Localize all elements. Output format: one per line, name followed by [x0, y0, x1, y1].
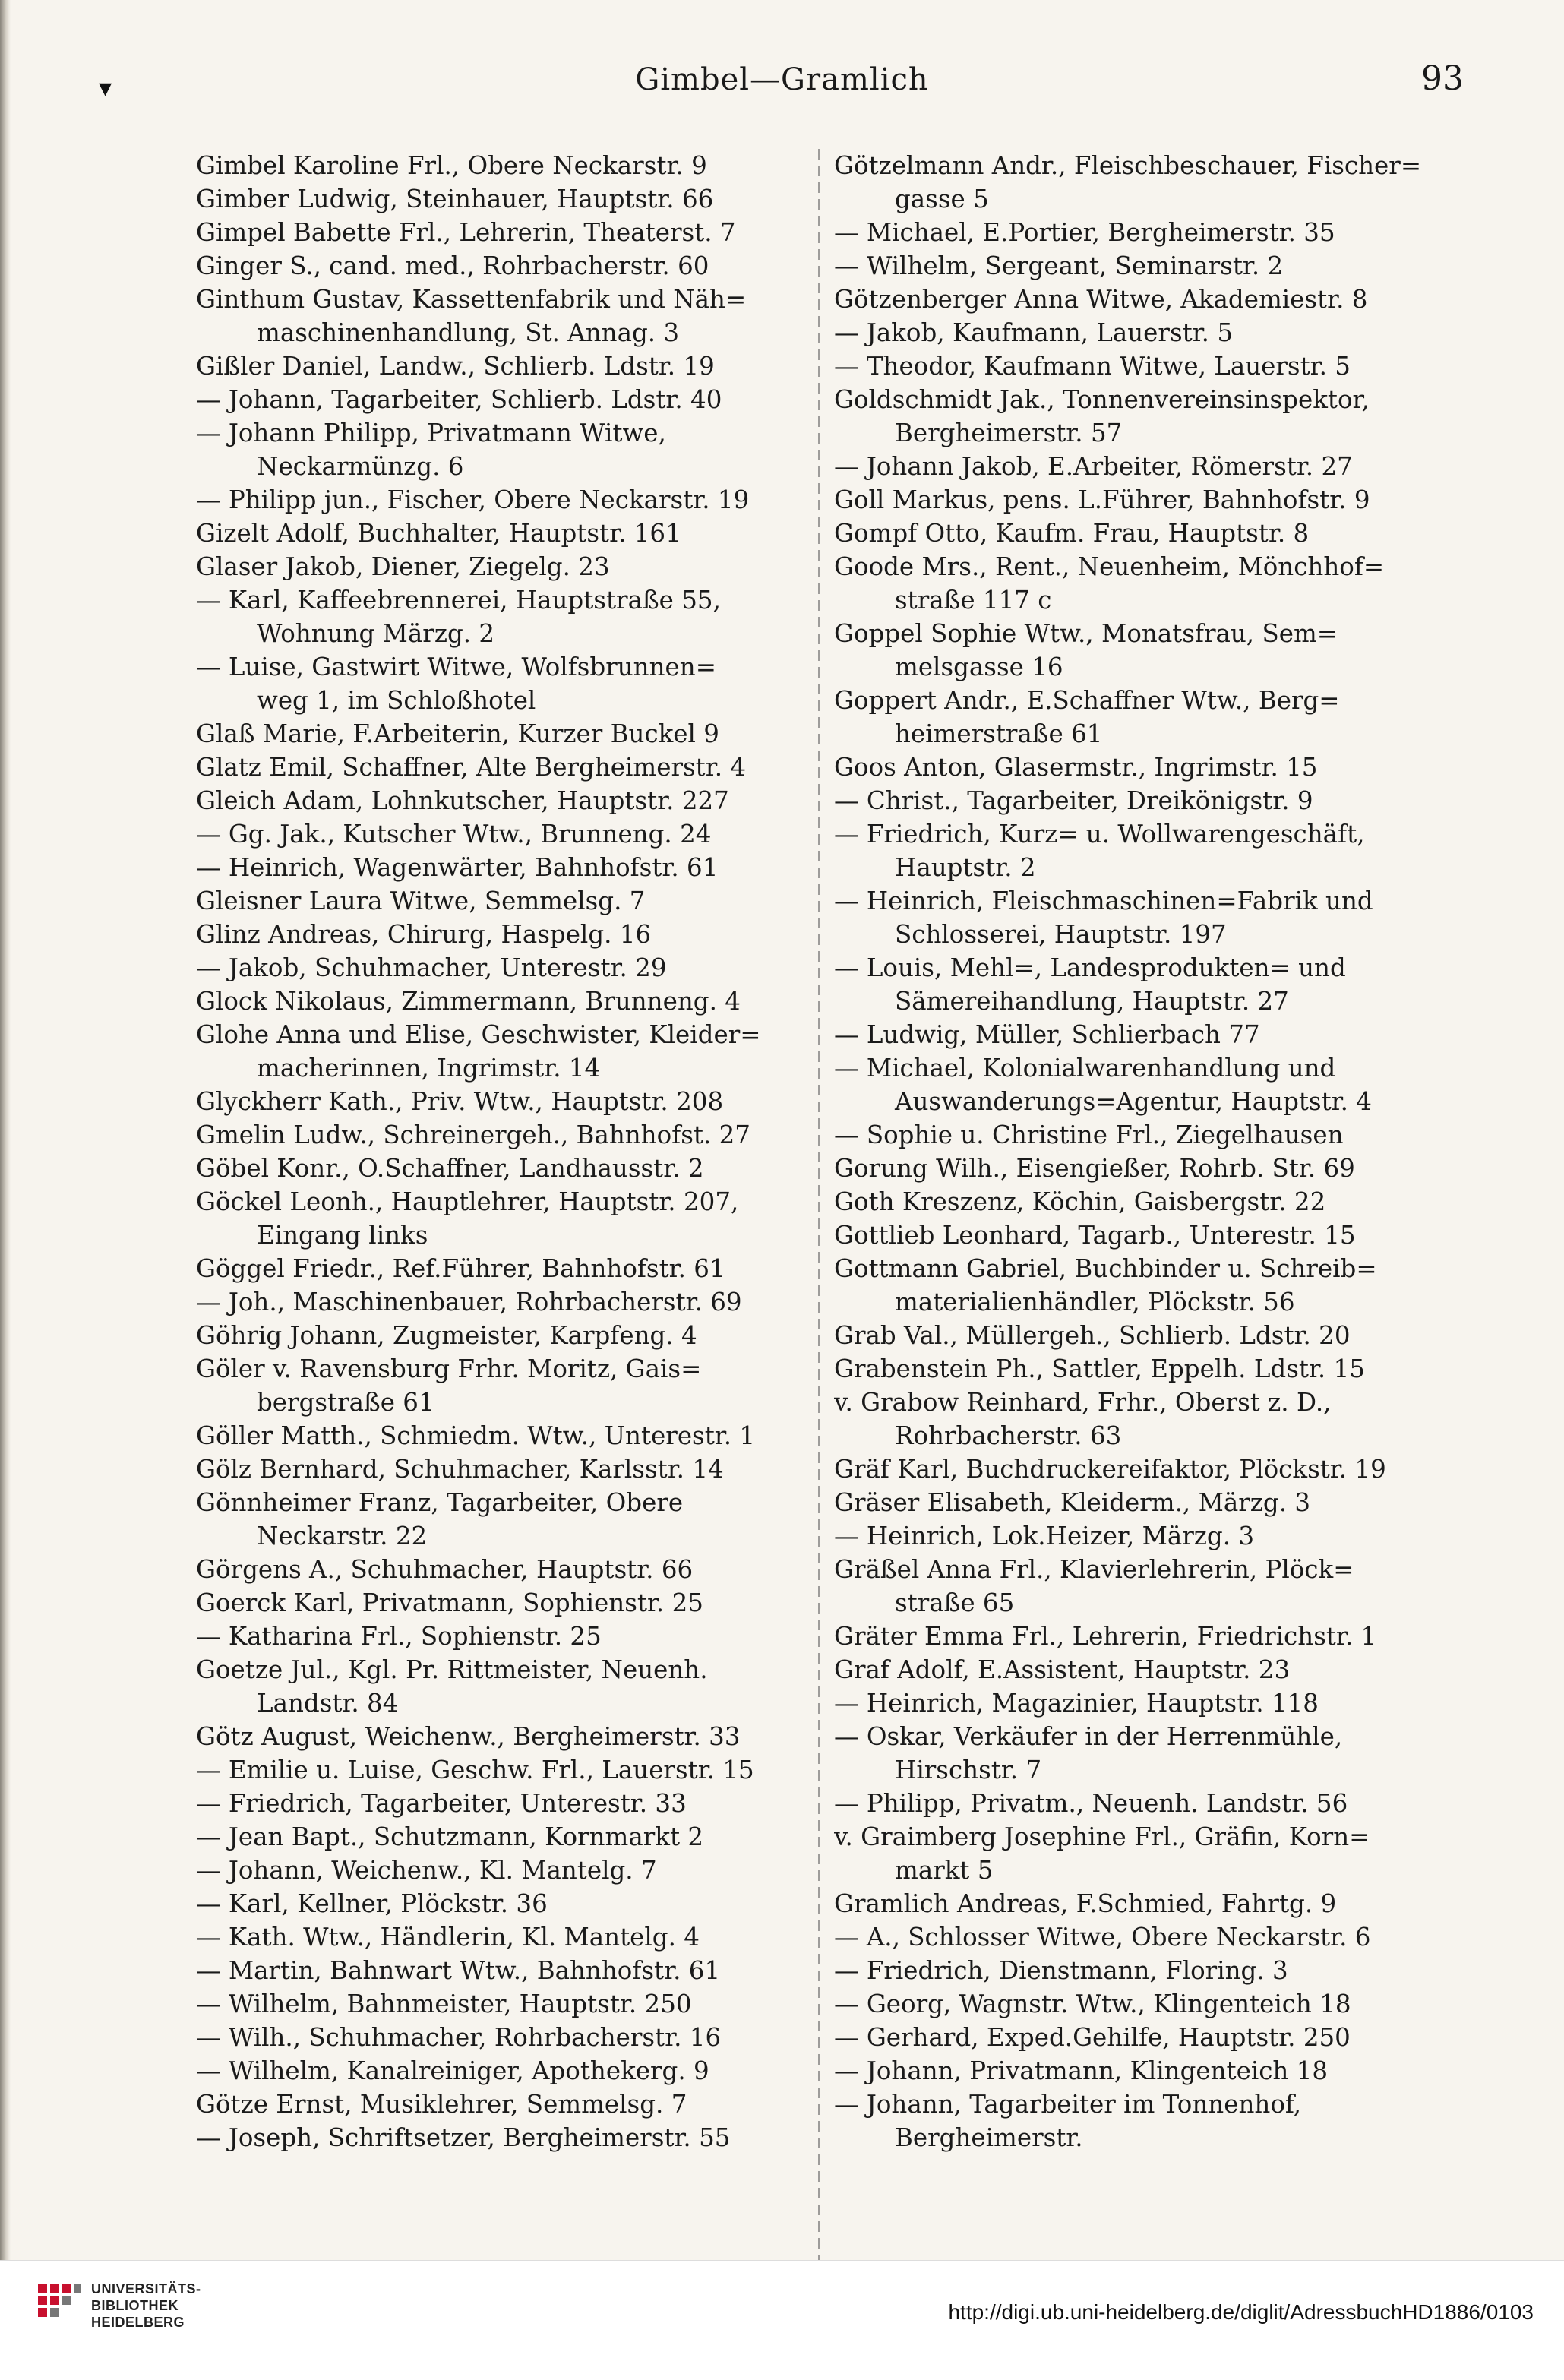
directory-entry: — Gerhard, Exped.Gehilfe, Hauptstr. 250 [834, 2023, 1351, 2052]
directory-entry: Goode Mrs., Rent., Neuenheim, Mönchhof= [834, 552, 1385, 581]
directory-entry: Göler v. Ravensburg Frhr. Moritz, Gais= [196, 1354, 702, 1383]
directory-entry: Göckel Leonh., Hauptlehrer, Hauptstr. 207, [196, 1187, 739, 1216]
directory-entry-continuation: heimerstraße 61 [895, 719, 1103, 748]
column-divider [818, 149, 820, 2322]
directory-entry: Götze Ernst, Musiklehrer, Semmelsg. 7 [196, 2090, 687, 2119]
directory-entry-continuation: Sämereihandlung, Hauptstr. 27 [895, 987, 1289, 1016]
library-name-line: UNIVERSITÄTS- [91, 2281, 201, 2296]
directory-entry: Gramlich Andreas, F.Schmied, Fahrtg. 9 [834, 1889, 1337, 1918]
directory-entry-continuation: gasse 5 [895, 185, 989, 213]
university-library-logo-icon [35, 2279, 84, 2328]
directory-entry: — Johann, Weichenw., Kl. Mantelg. 7 [196, 1856, 657, 1885]
directory-entry: — Joseph, Schriftsetzer, Bergheimerstr. 55 [196, 2123, 731, 2152]
directory-entry: Gräser Elisabeth, Kleiderm., Märzg. 3 [834, 1488, 1311, 1517]
directory-entry: Goppert Andr., E.Schaffner Wtw., Berg= [834, 686, 1340, 715]
directory-entry-continuation: melsgasse 16 [895, 653, 1063, 681]
directory-entry: Glock Nikolaus, Zimmermann, Brunneng. 4 [196, 987, 741, 1016]
directory-entry: Gottmann Gabriel, Buchbinder u. Schreib= [834, 1254, 1377, 1283]
directory-entry: Goldschmidt Jak., Tonnenvereinsinspektor, [834, 385, 1370, 414]
directory-entry: Gompf Otto, Kaufm. Frau, Hauptstr. 8 [834, 519, 1310, 548]
directory-entry: Gölz Bernhard, Schuhmacher, Karlsstr. 14 [196, 1455, 724, 1484]
directory-entry: Götz August, Weichenw., Bergheimerstr. 33 [196, 1722, 741, 1751]
directory-entry: — Philipp, Privatm., Neuenh. Landstr. 56 [834, 1789, 1348, 1818]
directory-entry: Gräter Emma Frl., Lehrerin, Friedrichstr. 1 [834, 1622, 1377, 1651]
directory-entry: Glatz Emil, Schaffner, Alte Bergheimerstr. 4 [196, 753, 747, 782]
directory-entry: — Johann, Privatmann, Klingenteich 18 [834, 2056, 1329, 2085]
directory-entry: — Joh., Maschinenbauer, Rohrbacherstr. 69 [196, 1288, 742, 1316]
directory-entry: — Martin, Bahnwart Wtw., Bahnhofstr. 61 [196, 1956, 721, 1985]
directory-entry: Grabenstein Ph., Sattler, Eppelh. Ldstr. 15 [834, 1354, 1365, 1383]
directory-entry: Glohe Anna und Elise, Geschwister, Kleider= [196, 1020, 761, 1049]
directory-entry-continuation: Landstr. 84 [257, 1689, 399, 1718]
directory-entry-continuation: materialienhändler, Plöckstr. 56 [895, 1288, 1295, 1316]
directory-entry: — Heinrich, Wagenwärter, Bahnhofstr. 61 [196, 853, 719, 882]
library-name [91, 2280, 201, 2331]
directory-entry: Göbel Konr., O.Schaffner, Landhausstr. 2 [196, 1154, 704, 1183]
directory-entry: Göggel Friedr., Ref.Führer, Bahnhofstr. 61 [196, 1254, 725, 1283]
directory-entry: Goerck Karl, Privatmann, Sophienstr. 25 [196, 1588, 703, 1617]
directory-entry: Gräßel Anna Frl., Klavierlehrerin, Plöck= [834, 1555, 1354, 1584]
directory-entry: — Christ., Tagarbeiter, Dreikönigstr. 9 [834, 786, 1313, 815]
directory-entry-continuation: weg 1, im Schloßhotel [257, 686, 536, 715]
directory-entry: — Philipp jun., Fischer, Obere Neckarstr. 19 [196, 485, 750, 514]
directory-entry-continuation: Rohrbacherstr. 63 [895, 1421, 1122, 1450]
directory-entry: — Johann Philipp, Privatmann Witwe, [196, 419, 666, 447]
directory-entry: — Kath. Wtw., Händlerin, Kl. Mantelg. 4 [196, 1923, 700, 1952]
directory-entry: — Emilie u. Luise, Geschw. Frl., Lauerstr. 15 [196, 1756, 754, 1784]
directory-entry-continuation: Eingang links [257, 1221, 428, 1250]
directory-entry: Gönnheimer Franz, Tagarbeiter, Obere [196, 1488, 684, 1517]
library-name-line: HEIDELBERG [91, 2315, 185, 2330]
directory-entry: — Gg. Jak., Kutscher Wtw., Brunneng. 24 [196, 820, 712, 849]
directory-entry: Goll Markus, pens. L.Führer, Bahnhofstr. 9 [834, 485, 1370, 514]
directory-entry: — Ludwig, Müller, Schlierbach 77 [834, 1020, 1260, 1049]
directory-entry: — Michael, E.Portier, Bergheimerstr. 35 [834, 218, 1335, 247]
library-name-line: BIBLIOTHEK [91, 2298, 179, 2313]
directory-entry: — Jakob, Schuhmacher, Unterestr. 29 [196, 953, 667, 982]
directory-entry: Gorung Wilh., Eisengießer, Rohrb. Str. 69 [834, 1154, 1355, 1183]
directory-entry: — Georg, Wagnstr. Wtw., Klingenteich 18 [834, 1990, 1351, 2018]
directory-entry: — A., Schlosser Witwe, Obere Neckarstr. 6 [834, 1923, 1371, 1952]
directory-entry: Graf Adolf, E.Assistent, Hauptstr. 23 [834, 1655, 1291, 1684]
scan-edge-shadow [0, 0, 11, 2260]
directory-entry: — Johann Jakob, E.Arbeiter, Römerstr. 27 [834, 452, 1353, 481]
directory-entry: Grab Val., Müllergeh., Schlierb. Ldstr. 20 [834, 1321, 1351, 1350]
source-url-link[interactable]: http://digi.ub.uni-heidelberg.de/diglit/AdressbuchHD1886/0103 [948, 2300, 1534, 2324]
directory-entry: — Karl, Kaffeebrennerei, Hauptstraße 55, [196, 586, 721, 615]
directory-entry-continuation: Schlosserei, Hauptstr. 197 [895, 920, 1227, 949]
directory-entry: — Wilhelm, Kanalreiniger, Apothekerg. 9 [196, 2056, 709, 2085]
directory-entry-continuation: Bergheimerstr. [895, 2123, 1083, 2152]
directory-entry: v. Grabow Reinhard, Frhr., Oberst z. D., [834, 1388, 1332, 1417]
directory-entry-continuation: straße 117 c [895, 586, 1052, 615]
directory-entry: Gimbel Karoline Frl., Obere Neckarstr. 9 [196, 151, 707, 180]
directory-entry: Görgens A., Schuhmacher, Hauptstr. 66 [196, 1555, 694, 1584]
directory-entry: Goos Anton, Glasermstr., Ingrimstr. 15 [834, 753, 1318, 782]
directory-entry: — Heinrich, Lok.Heizer, Märzg. 3 [834, 1522, 1255, 1550]
directory-entry: Ginthum Gustav, Kassettenfabrik und Näh= [196, 285, 747, 314]
directory-entry: Goppel Sophie Wtw., Monatsfrau, Sem= [834, 619, 1338, 648]
page-number: 93 [1421, 59, 1464, 98]
directory-entry: — Louis, Mehl=, Landesprodukten= und [834, 953, 1346, 982]
directory-entry: — Friedrich, Kurz= u. Wollwarengeschäft, [834, 820, 1365, 849]
directory-entry: Gimpel Babette Frl., Lehrerin, Theaterst. 7 [196, 218, 736, 247]
footer-bar [0, 2260, 1564, 2380]
directory-entry: — Wilhelm, Bahnmeister, Hauptstr. 250 [196, 1990, 692, 2018]
directory-entry: — Karl, Kellner, Plöckstr. 36 [196, 1889, 548, 1918]
directory-entry: — Friedrich, Tagarbeiter, Unterestr. 33 [196, 1789, 687, 1818]
directory-entry: Glyckherr Kath., Priv. Wtw., Hauptstr. 208 [196, 1087, 724, 1116]
directory-entry: Göller Matth., Schmiedm. Wtw., Unterestr. 1 [196, 1421, 756, 1450]
directory-entry-continuation: maschinenhandlung, St. Annag. 3 [257, 318, 680, 347]
directory-entry: Gißler Daniel, Landw., Schlierb. Ldstr. 19 [196, 352, 715, 381]
directory-entry-continuation: bergstraße 61 [257, 1388, 434, 1417]
directory-entry: Gräf Karl, Buchdruckereifaktor, Plöckstr. 19 [834, 1455, 1386, 1484]
directory-entry: Göhrig Johann, Zugmeister, Karpfeng. 4 [196, 1321, 697, 1350]
corner-mark-icon: ▾ [99, 73, 112, 103]
directory-entry: Götzelmann Andr., Fleischbeschauer, Fischer= [834, 151, 1422, 180]
directory-entry-continuation: Bergheimerstr. 57 [895, 419, 1123, 447]
directory-entry: Gmelin Ludw., Schreinergeh., Bahnhofst. 27 [196, 1120, 750, 1149]
directory-entry: — Sophie u. Christine Frl., Ziegelhausen [834, 1120, 1344, 1149]
directory-entry-continuation: Hirschstr. 7 [895, 1756, 1042, 1784]
directory-entry: Gottlieb Leonhard, Tagarb., Unterestr. 15 [834, 1221, 1356, 1250]
directory-entry-continuation: Neckarmünzg. 6 [257, 452, 464, 481]
directory-entry: Gleisner Laura Witwe, Semmelsg. 7 [196, 887, 646, 915]
directory-entry: Gleich Adam, Lohnkutscher, Hauptstr. 227 [196, 786, 729, 815]
directory-entry: — Jakob, Kaufmann, Lauerstr. 5 [834, 318, 1233, 347]
directory-entry-continuation: straße 65 [895, 1588, 1015, 1617]
directory-entry: — Theodor, Kaufmann Witwe, Lauerstr. 5 [834, 352, 1351, 381]
directory-entry: — Wilhelm, Sergeant, Seminarstr. 2 [834, 251, 1284, 280]
directory-entry-continuation: Auswanderungs=Agentur, Hauptstr. 4 [895, 1087, 1372, 1116]
directory-entry: Glinz Andreas, Chirurg, Haspelg. 16 [196, 920, 652, 949]
directory-entry: — Katharina Frl., Sophienstr. 25 [196, 1622, 602, 1651]
directory-entry-continuation: Wohnung Märzg. 2 [257, 619, 495, 648]
directory-entry: — Michael, Kolonialwarenhandlung und [834, 1054, 1336, 1083]
directory-entry: — Jean Bapt., Schutzmann, Kornmarkt 2 [196, 1822, 704, 1851]
directory-entry: — Luise, Gastwirt Witwe, Wolfsbrunnen= [196, 653, 716, 681]
running-title: Gimbel—Gramlich [635, 62, 929, 97]
directory-entry: Gimber Ludwig, Steinhauer, Hauptstr. 66 [196, 185, 714, 213]
directory-entry: Glaß Marie, F.Arbeiterin, Kurzer Buckel 9 [196, 719, 719, 748]
directory-entry: — Heinrich, Fleischmaschinen=Fabrik und [834, 887, 1373, 915]
directory-entry: Ginger S., cand. med., Rohrbacherstr. 60 [196, 251, 709, 280]
directory-entry: Götzenberger Anna Witwe, Akademiestr. 8 [834, 285, 1368, 314]
directory-entry: v. Graimberg Josephine Frl., Gräfin, Korn= [834, 1822, 1370, 1851]
directory-entry: — Wilh., Schuhmacher, Rohrbacherstr. 16 [196, 2023, 722, 2052]
directory-entry: Glaser Jakob, Diener, Ziegelg. 23 [196, 552, 610, 581]
directory-entry: — Heinrich, Magazinier, Hauptstr. 118 [834, 1689, 1319, 1718]
directory-entry: — Oskar, Verkäufer in der Herrenmühle, [834, 1722, 1343, 1751]
directory-entry-continuation: macherinnen, Ingrimstr. 14 [257, 1054, 601, 1083]
directory-entry: Goetze Jul., Kgl. Pr. Rittmeister, Neuenh. [196, 1655, 708, 1684]
left-column [196, 149, 819, 2154]
directory-entry: — Friedrich, Dienstmann, Floring. 3 [834, 1956, 1288, 1985]
directory-entry-continuation: Neckarstr. 22 [257, 1522, 428, 1550]
directory-entry: Gizelt Adolf, Buchhalter, Hauptstr. 161 [196, 519, 681, 548]
directory-entry-continuation: Hauptstr. 2 [895, 853, 1036, 882]
directory-entry: — Johann, Tagarbeiter, Schlierb. Ldstr. 40 [196, 385, 722, 414]
directory-entry: — Johann, Tagarbeiter im Tonnenhof, [834, 2090, 1302, 2119]
right-column [834, 149, 1449, 2154]
directory-entry: Goth Kreszenz, Köchin, Gaisbergstr. 22 [834, 1187, 1326, 1216]
directory-entry-continuation: markt 5 [895, 1856, 994, 1885]
